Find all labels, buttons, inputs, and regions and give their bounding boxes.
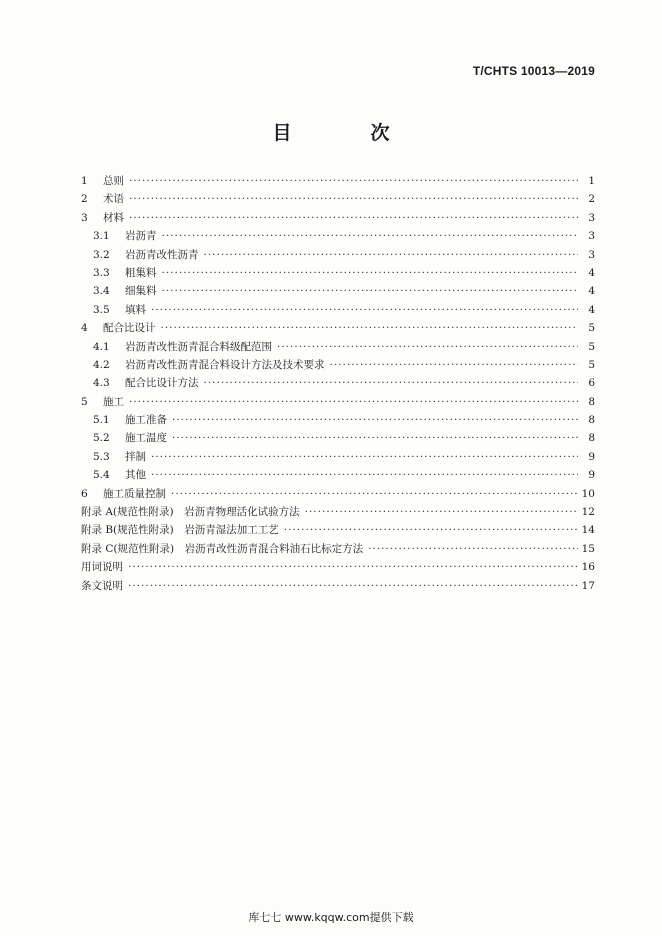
dot-leader — [151, 304, 578, 316]
toc-entry-number: 3.3 — [93, 266, 110, 279]
toc-entry-title: 附录 A(规范性附录) 岩沥青物理活化试验方法 — [81, 506, 300, 519]
toc-entry-page: 4 — [588, 285, 595, 298]
toc-entry-page: 15 — [581, 542, 595, 555]
toc-entry-number: 4.1 — [93, 340, 110, 353]
toc-entry-page: 4 — [588, 303, 595, 316]
toc-entry-page: 12 — [581, 506, 595, 519]
toc-entry-title: 用词说明 — [81, 561, 123, 574]
toc-entry-number: 5.4 — [93, 469, 110, 482]
toc-entry[interactable] — [81, 247, 595, 265]
toc-entry-number: 3.5 — [93, 303, 110, 316]
toc-entry-page: 3 — [588, 211, 595, 224]
toc-entry-page: 16 — [581, 561, 595, 574]
toc-entry-title: 岩沥青 — [125, 230, 157, 243]
toc-entry-title: 条文说明 — [81, 579, 123, 592]
toc-entry-page: 2 — [588, 193, 595, 206]
toc-entry-number: 5.2 — [93, 432, 110, 445]
toc-entry-number: 1 — [81, 175, 88, 187]
toc-entry-title: 岩沥青改性沥青混合料设计方法及技术要求 — [125, 358, 325, 371]
toc-entry-page: 9 — [588, 450, 595, 463]
toc-entry-page: 3 — [588, 248, 595, 261]
toc-entry-title: 附录 B(规范性附录) 岩沥青湿法加工工艺 — [81, 524, 279, 537]
toc-entry-number: 6 — [81, 487, 88, 500]
toc-entry-number: 3.1 — [93, 230, 110, 243]
toc-entry[interactable] — [81, 283, 595, 301]
toc-entry-title: 岩沥青改性沥青混合料级配范围 — [125, 340, 272, 353]
toc-entry-title: 粗集料 — [125, 266, 157, 279]
toc-entry-page: 1 — [588, 175, 595, 187]
toc-entry-title: 材料 — [103, 211, 124, 224]
dot-leader — [172, 432, 578, 444]
toc-entry-title: 总则 — [103, 175, 124, 187]
toc-entry-page: 17 — [581, 579, 595, 592]
dot-leader — [151, 451, 578, 463]
toc-entry-title: 术语 — [103, 193, 124, 206]
toc-entry-page: 5 — [588, 358, 595, 371]
toc-entry[interactable] — [81, 449, 595, 467]
toc-entry-title: 填料 — [125, 303, 146, 316]
table-of-contents — [81, 173, 595, 596]
dot-leader — [162, 285, 579, 297]
standard-code: T/CHTS 10013—2019 — [472, 64, 595, 78]
dot-leader — [162, 267, 579, 279]
toc-entry-title: 施工质量控制 — [103, 487, 166, 500]
toc-entry[interactable] — [81, 394, 595, 412]
toc-entry-page: 5 — [588, 322, 595, 335]
dot-leader — [129, 212, 578, 224]
toc-entry-page: 10 — [581, 487, 595, 500]
toc-entry[interactable] — [81, 210, 595, 228]
toc-entry-title: 施工准备 — [125, 414, 167, 427]
toc-entry-title: 其他 — [125, 469, 146, 482]
toc-entry-page: 4 — [588, 266, 595, 279]
toc-entry[interactable] — [81, 173, 595, 191]
toc-entry-number: 5.1 — [93, 414, 110, 427]
dot-leader — [129, 193, 578, 205]
toc-entry-number: 5.3 — [93, 450, 110, 463]
toc-entry[interactable] — [81, 578, 595, 596]
dot-leader — [330, 359, 579, 371]
toc-entry-title: 附录 C(规范性附录) 岩沥青改性沥青混合料油石比标定方法 — [81, 542, 364, 555]
toc-entry-number: 2 — [81, 193, 88, 206]
dot-leader — [128, 561, 578, 573]
toc-entry[interactable] — [81, 375, 595, 393]
toc-entry-number: 4.2 — [93, 358, 110, 371]
dot-leader — [162, 230, 579, 242]
toc-entry[interactable] — [81, 504, 595, 522]
toc-entry-page: 8 — [588, 432, 595, 445]
toc-entry[interactable] — [81, 430, 595, 448]
toc-entry[interactable] — [81, 339, 595, 357]
toc-entry[interactable] — [81, 541, 595, 559]
toc-entry-title: 施工 — [103, 395, 124, 408]
toc-entry-title: 拌制 — [125, 450, 146, 463]
toc-entry[interactable] — [81, 522, 595, 540]
dot-leader — [129, 396, 578, 408]
toc-entry-page: 14 — [581, 524, 595, 537]
toc-entry[interactable] — [81, 486, 595, 504]
toc-entry-title: 岩沥青改性沥青 — [125, 248, 199, 261]
toc-entry-number: 3.2 — [93, 248, 110, 261]
toc-entry[interactable] — [81, 302, 595, 320]
toc-entry[interactable] — [81, 228, 595, 246]
dot-leader — [172, 414, 578, 426]
download-watermark: 库七七 www.kqqw.com提供下载 — [248, 911, 414, 924]
toc-entry-number: 3.4 — [93, 285, 110, 298]
page-title: 目 次 — [272, 122, 420, 144]
toc-entry-page: 8 — [588, 414, 595, 427]
toc-entry-page: 9 — [588, 469, 595, 482]
toc-entry-page: 3 — [588, 230, 595, 243]
toc-entry-title: 施工温度 — [125, 432, 167, 445]
toc-entry-number: 4 — [81, 322, 88, 335]
toc-entry-page: 8 — [588, 395, 595, 408]
dot-leader — [204, 249, 579, 261]
toc-entry[interactable] — [81, 191, 595, 209]
dot-leader — [129, 175, 578, 187]
toc-entry-title: 配合比设计 — [103, 322, 156, 335]
dot-leader — [368, 543, 578, 555]
toc-entry-number: 4.3 — [93, 377, 110, 390]
dot-leader — [128, 580, 578, 592]
dot-leader — [161, 322, 579, 334]
dot-leader — [284, 524, 578, 536]
toc-entry[interactable] — [81, 467, 595, 485]
toc-entry-title: 配合比设计方法 — [125, 377, 199, 390]
toc-entry-number: 3 — [81, 211, 88, 224]
toc-entry[interactable] — [81, 559, 595, 577]
toc-entry[interactable] — [81, 412, 595, 430]
toc-entry-number: 5 — [81, 395, 88, 408]
dot-leader — [305, 506, 578, 518]
dot-leader — [151, 469, 578, 481]
dot-leader — [171, 488, 578, 500]
toc-entry-title: 细集料 — [125, 285, 157, 298]
dot-leader — [204, 377, 579, 389]
toc-entry[interactable] — [81, 320, 595, 338]
toc-entry-page: 6 — [588, 377, 595, 390]
toc-entry-page: 5 — [588, 340, 595, 353]
toc-entry[interactable] — [81, 265, 595, 283]
toc-entry[interactable] — [81, 357, 595, 375]
dot-leader — [277, 341, 578, 353]
